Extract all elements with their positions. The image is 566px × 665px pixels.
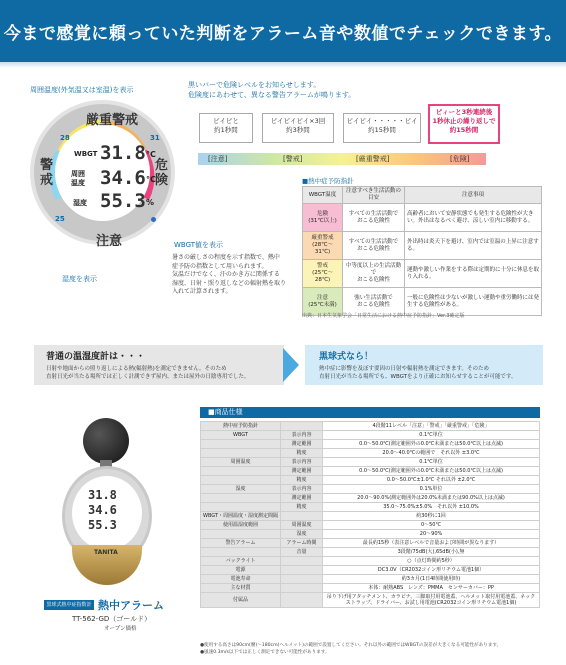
table-row: 危険 (31℃以上) すべての生活活動で おこる危険性 高齢者において安静状態でも発生する危険性が大きい。外出はなるべく避け、涼しい室内に移動する。 [303,204,542,232]
product-lcd-1: 31.8 [88,488,117,502]
table-row: 電源 DC3.0V（CR2032コイン形リチウム電池1個） [201,566,540,575]
product-brand-logo: TANITA [94,549,118,556]
table-row: 精度 35.0〜75.0%±5.0% それ以外 ±10.0% [201,503,540,512]
bar-description: 黒いバーで危険レベルをお知らせします。 危険度にあわせて、異なる警告アラームが鳴ります。 [188,81,356,99]
compare-ordinary: 普通の温湿度計は・・・ 日射や地面からの照り返しによる熱(輻射熱)を測定できません。そのため 直射日光が当たる場所では正しく計測できず屋内、または屋外の日陰専用でした。 [34,345,284,385]
compare-blackglobe-title: 黒球式なら！ [319,352,374,362]
ambient-label: 周囲温度(外気温又は室温)を表示 [30,86,134,94]
product-name: 熱中アラーム [98,599,164,612]
sensor-dot [151,217,156,222]
table-row: 測定範囲 20.0〜90.0%(測定範囲外は20.0%未満または90.0%以上は点滅) [201,494,540,503]
page-banner: 今まで感覚に頼っていた判断をアラーム音や数値でチェックできます。 [0,0,566,62]
wbgt-header-activity: 注意すべき生活活動の目安 [343,187,405,204]
lcd-temp-value: 34.6 [100,167,146,189]
table-row: WBGT・周囲温度・湿度測定間隔 約30秒に1回 [201,512,540,521]
gauge-tick-28: 28 [60,134,70,142]
table-row: 測定範囲 0.0〜50.0℃(測定範囲外の0.0℃未満または50.0℃以上は点滅) [201,440,540,449]
table-row: 精度 20.0〜40.0℃の範囲で それ以外 ±3.0℃ [201,449,540,458]
gauge-right-label: 危険 [155,158,169,188]
level-severe: [厳重警戒] [356,155,390,163]
gauge-bottom-label: 注意 [96,234,123,249]
table-row: 付属品 吊り下げ用アタッチメント、カラビナ、三脚取付用電池蓋、ヘルメット取付用電池蓋、ネックストラップ、ドライバー、お試し用電池(CR2032コイン形リチウム電池1個) [201,593,540,608]
lcd-hum-value: 55.3 [100,190,146,212]
product-lcd-3: 55.3 [88,518,117,532]
table-row: 警戒 (25℃〜28℃) 中等度以上の生活活動で おこる危険性 運動や激しい作業をする際は定期的に十分に休息を取り入れる。 [303,260,542,288]
alarm-box-danger: ピィーと3秒連続後 1秒休止の繰り返しで 約15秒間 [428,104,500,144]
gauge-left-label: 警戒 [40,158,54,188]
alarm-box-warning: ピイピイピイ×3回 約3秒間 [262,113,334,143]
lcd-temp-label: 周囲 温度 [71,170,85,187]
table-row: 使用温湿度範囲 周囲温度 0〜50℃ [201,521,540,530]
spec-title: ■商品仕様 [200,407,540,418]
gauge-tick-25: 25 [55,215,65,223]
alarm-box-caution: ピイピと 約1秒間 [199,113,253,143]
level-gradient-bar [198,153,486,165]
table-row: 精度 0.0〜50.0℃±1.0℃ それ以外 ±2.0℃ [201,476,540,485]
table-row: 湿度 20〜90% [201,530,540,539]
wbgt-source: 出典：日本生気象学会「日常生活における熱中症予防指針」Ver.3確定版 [302,313,465,319]
level-caution: [注意] [208,155,228,163]
table-row: 注意 (25℃未満) 強い生活活動で おこる危険性 一般に危険性は少ないが激しい運動や重労働時には発生する危険性がある。 [303,288,542,316]
table-row: WBGT 表示内容 0.1℃単位 [201,431,540,440]
wbgt-header-note: 注意事項 [405,187,542,204]
wbgt-header-temp: WBGT温度 [303,187,343,204]
compare-ordinary-title: 普通の温湿度計は・・・ [46,352,146,362]
lcd-wbgt-unit: °C [146,150,156,159]
product-lcd-2: 34.6 [88,503,117,517]
gauge-tick-31: 31 [150,134,160,142]
product-category-chip: 黒球式熱中症指数計 [44,600,94,610]
table-row: 周囲温度 表示内容 0.1℃単位 [201,458,540,467]
level-danger: [危険] [450,155,470,163]
product-price: オープン価格 [104,626,137,632]
table-row: バックライト ○（点灯時間約5秒） [201,557,540,566]
product-model: TT-562-GD（ゴールド） [72,615,152,623]
wbgt-table-title: ■熱中症予防指針 [302,177,354,185]
table-row: 警告アラーム アラーム時間 最長約15秒（表注意レベルで音量および時間が異なります） [201,539,540,548]
lcd-temp-unit: °C [146,175,156,184]
table-row: 熱中症予防指針 4段階11レベル「注意」「警戒」「厳重警戒」「危険」 [201,422,540,431]
lcd-wbgt-value: 31.8 [100,142,146,164]
black-globe-icon [83,418,129,464]
table-row: 音量 3段階/75dB(大),65dB(小),無 [201,548,540,557]
table-row: 主な材質 本体：耐熱ABS レンズ：PMMA センサーカバー：PP [201,584,540,593]
level-warning: [警戒] [283,155,303,163]
alarm-box-severe: ピイピイ・・・・・ピイ 約15秒間 [343,113,421,143]
humidity-label: 湿度を表示 [62,275,97,283]
gauge-top-label: 厳重警戒 [86,113,139,128]
lcd-hum-label: 湿度 [73,199,87,207]
spec-table [200,421,540,608]
compare-arrow-icon [283,348,299,382]
wbgt-guideline-table [302,186,542,316]
wbgt-show-label: WBGT値を表示 [174,241,224,249]
table-row: 湿度 表示内容 0.1%単位 [201,485,540,494]
table-row: 厳重警戒 (28℃〜31℃) すべての生活活動で おこる危険性 外出時は炎天下を避け、室内では室温の上昇に注意する。 [303,232,542,260]
compare-blackglobe: 黒球式なら！ 熱中症に影響を及ぼす要因の日射や輻射熱を測定できます。そのため 直射日光が当たる場所でも、WBGTをより正確にお知らせすることが可能です。 [305,345,543,385]
wbgt-description: 暑さの厳しさの程度を示す指数で、熱中 症予防の指数として用いられます。 気温だけでなく、汗のかき方に関係する 湿度、日射・照り返しなどの輻射熱を取り 入れて計算されます。 [172,254,287,295]
table-row: 電池寿命 約3カ月(1日4時間使用時) [201,575,540,584]
spec-notes: ●使用する高さは90cm(腰)〜180cm(ヘルメット)の範囲で設置してください。それ以外の範囲ではWBGTの誤差が大きくなる可能性があります。 ●風速0.3m/s以下では正しく測定できない可能性があります。 [200,643,502,655]
table-row: 測定範囲 0.0〜50.0℃(測定範囲外の0.0℃未満または50.0℃以上は点滅) [201,467,540,476]
lcd-wbgt-label: WBGT [74,150,98,158]
banner-shadow [0,62,566,68]
lcd-hum-unit: % [146,198,155,207]
